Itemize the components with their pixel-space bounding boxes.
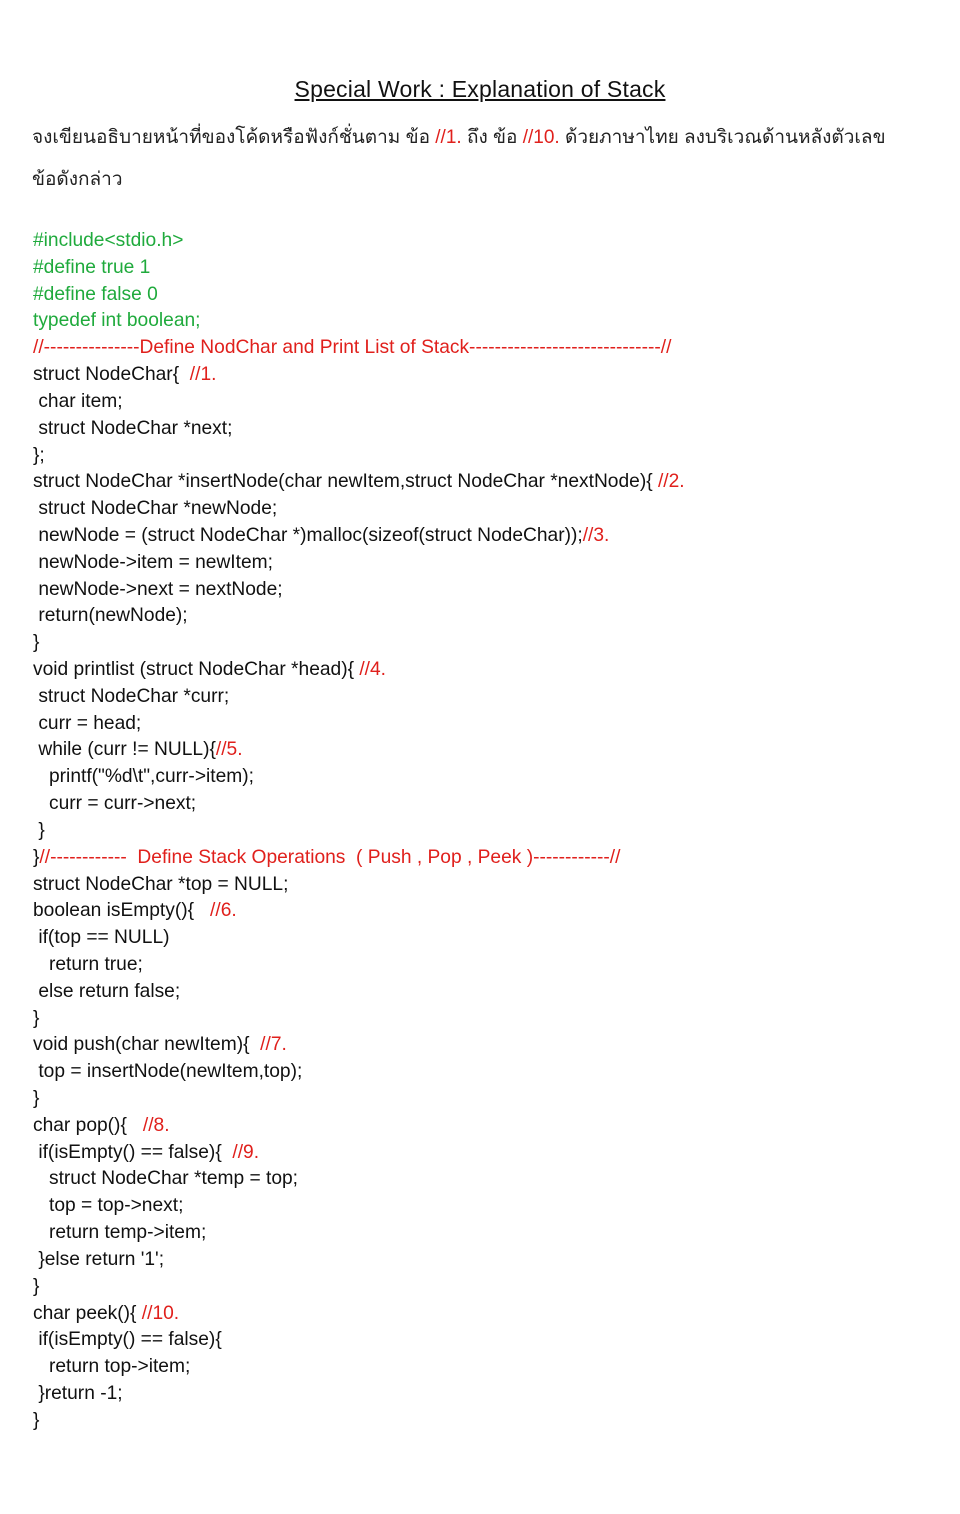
code-line (33, 469, 943, 496)
code-line (33, 1408, 943, 1435)
code-comment: //------------ Define Stack Operations ( Push , Pop , Peek )------------// (39, 846, 621, 868)
code-comment: //9. (232, 1141, 260, 1163)
code-line (33, 898, 943, 925)
code-line (33, 630, 943, 657)
code-text: return top->item; (33, 1356, 191, 1378)
code-text: char peek(){ (33, 1302, 142, 1324)
code-comment: //2. (657, 471, 685, 493)
code-line (33, 308, 943, 335)
code-line (33, 335, 943, 362)
code-text: }; (33, 444, 45, 466)
code-line (33, 416, 943, 443)
code-line (33, 282, 943, 309)
code-text: void printlist (struct NodeChar *head){ (33, 659, 360, 680)
code-text: struct NodeChar *temp = top; (33, 1168, 299, 1190)
code-comment: //3. (582, 524, 610, 546)
code-line (33, 1274, 943, 1301)
code-text: } (33, 1409, 40, 1431)
code-text: struct NodeChar *curr; (33, 685, 230, 707)
instruction-ref-end: //10. (522, 127, 560, 148)
code-line (33, 1086, 943, 1113)
instruction-text-a: จงเขียนอธิบายหน้าที่ของโค้ดหรือฟังก์ชั่นตาม ข้อ (32, 127, 436, 148)
code-text: top = insertNode(newItem,top); (33, 1061, 303, 1083)
code-line (33, 684, 943, 711)
code-listing (33, 228, 943, 1435)
code-line (33, 1032, 943, 1059)
code-line (33, 228, 943, 255)
code-line (33, 1247, 943, 1274)
code-text: } (33, 1088, 40, 1109)
instruction-ref-start: //1. (435, 127, 462, 148)
code-text: newNode->item = newItem; (33, 551, 273, 573)
code-comment: //10. (141, 1302, 180, 1324)
code-text: while (curr != NULL){ (33, 739, 216, 761)
code-line (33, 952, 943, 979)
code-line (33, 550, 943, 577)
code-text: boolean isEmpty(){ (33, 900, 211, 922)
code-line (33, 1381, 943, 1408)
code-directive: #define false 0 (33, 283, 158, 305)
code-line (33, 523, 943, 550)
code-line (33, 979, 943, 1006)
code-text: top = top->next; (33, 1195, 184, 1217)
code-line (33, 845, 943, 872)
code-line (33, 1301, 943, 1328)
page-title: Special Work : Explanation of Stack (294, 76, 666, 102)
code-text: if(isEmpty() == false){ (33, 1329, 222, 1351)
code-text: newNode = (struct NodeChar *)malloc(sizeof(struct NodeChar)); (33, 524, 583, 546)
code-text: }return -1; (33, 1382, 123, 1404)
code-text: newNode->next = nextNode; (33, 578, 283, 600)
code-line (33, 925, 943, 952)
code-line (33, 362, 943, 389)
code-line (33, 657, 943, 684)
code-line (33, 1327, 943, 1354)
code-line (33, 737, 943, 764)
code-text: if(isEmpty() == false){ (33, 1141, 233, 1163)
code-text: return true; (33, 953, 143, 975)
code-line (33, 603, 943, 630)
code-text: else return false; (33, 980, 181, 1002)
code-comment: //8. (142, 1114, 170, 1136)
code-directive: typedef int boolean; (33, 310, 201, 332)
code-text: } (33, 1007, 40, 1029)
code-text: struct NodeChar *next; (33, 417, 233, 439)
code-line (33, 791, 943, 818)
code-directive: #define true 1 (33, 256, 151, 278)
code-comment: //4. (359, 659, 387, 680)
code-text: }else return '1'; (33, 1248, 165, 1270)
instruction-line-2: ข้อดังกล่าว (32, 169, 123, 190)
code-line (33, 1059, 943, 1086)
code-text: return temp->item; (33, 1222, 207, 1244)
code-text: printf("%d\t",curr->item); (33, 766, 254, 788)
code-line (33, 818, 943, 845)
code-text: } (33, 1275, 40, 1297)
code-comment: //7. (260, 1034, 287, 1056)
code-text: struct NodeChar *insertNode(char newItem,struct NodeChar *nextNode){ (33, 471, 658, 493)
code-line (33, 496, 943, 523)
code-text: void push(char newItem){ (33, 1034, 261, 1056)
code-line (33, 1354, 943, 1381)
code-text: return(newNode); (33, 605, 188, 627)
code-text: } (33, 632, 40, 654)
code-line (33, 255, 943, 282)
code-text: curr = curr->next; (33, 793, 197, 815)
code-line (33, 389, 943, 416)
code-comment: //---------------Define NodChar and Print List of Stack------------------------------// (33, 337, 672, 359)
code-line (33, 1006, 943, 1033)
code-line (33, 577, 943, 604)
code-comment: //6. (210, 900, 237, 922)
code-text: char pop(){ (33, 1114, 143, 1136)
code-text: struct NodeChar{ (33, 364, 190, 386)
code-text: } (33, 819, 45, 841)
code-text: char item; (33, 390, 123, 412)
code-line (33, 1220, 943, 1247)
code-text: if(top == NULL) (33, 927, 170, 949)
code-comment: //1. (189, 364, 217, 386)
code-text: } (33, 846, 40, 868)
code-text: curr = head; (33, 712, 142, 734)
code-line (33, 764, 943, 791)
code-line (33, 711, 943, 738)
code-line (33, 872, 943, 899)
code-line (33, 1193, 943, 1220)
code-line (33, 443, 943, 470)
code-line (33, 1113, 943, 1140)
code-line (33, 1140, 943, 1167)
instruction-text-b: ถึง ข้อ (461, 127, 523, 148)
instruction-text-c: ด้วยภาษาไทย ลงบริเวณด้านหลังตัวเลข (559, 127, 886, 148)
instruction-line-1 (32, 122, 944, 152)
code-directive: #include<stdio.h> (33, 230, 184, 251)
code-line (33, 1166, 943, 1193)
code-text: struct NodeChar *newNode; (33, 498, 278, 520)
code-comment: //5. (215, 739, 243, 761)
code-text: struct NodeChar *top = NULL; (33, 873, 289, 895)
